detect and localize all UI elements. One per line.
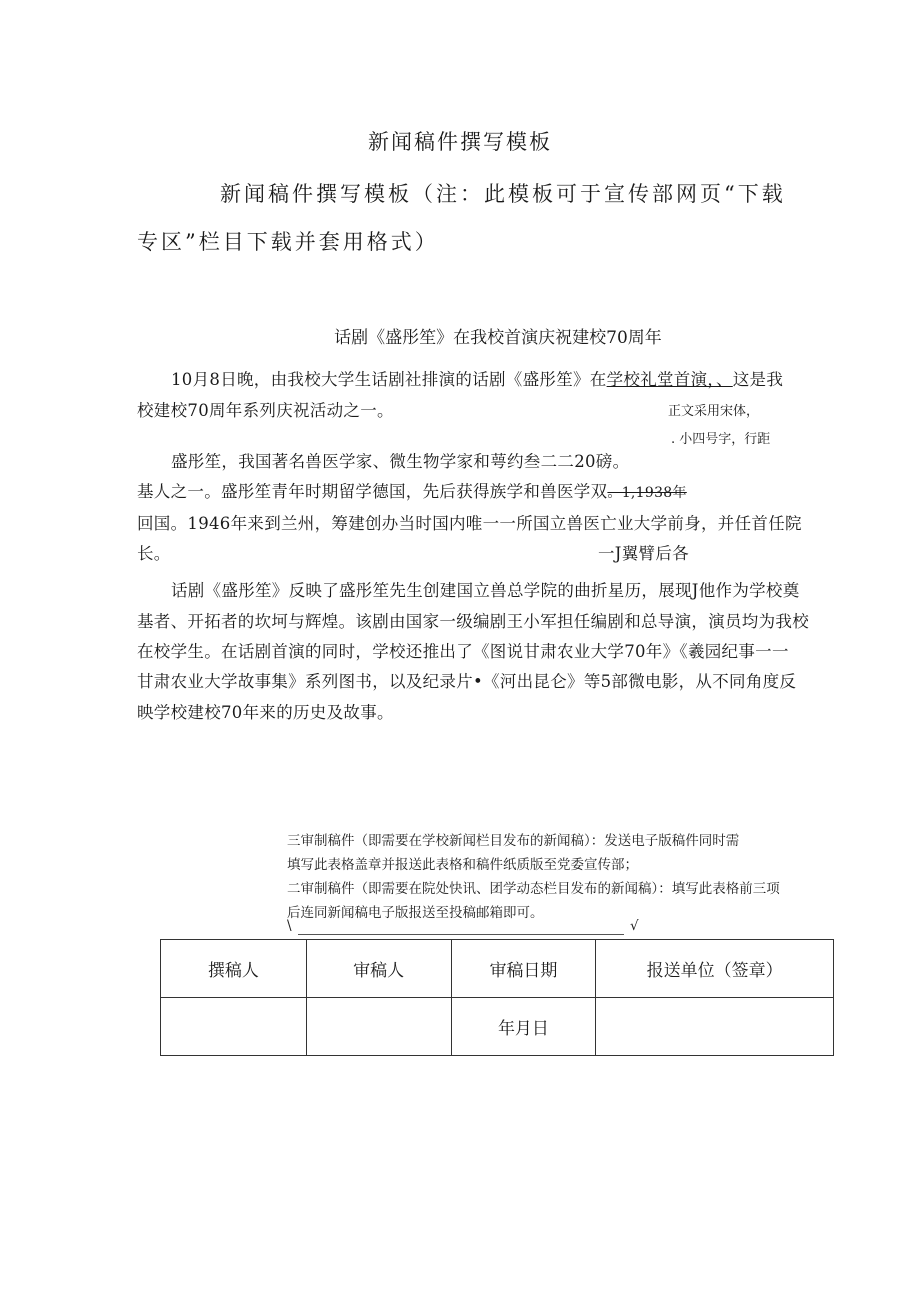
paragraph-3-line-3: 在校学生。在话剧首演的同时，学校还推出了《图说甘肃农业大学70年》《羲园纪事一一	[137, 642, 789, 661]
document-title: 新闻稿件撰写模板	[368, 130, 552, 154]
header-submitting-unit: 报送单位（签章）	[596, 940, 834, 998]
header-review-date: 审稿日期	[451, 940, 596, 998]
header-reviewer: 审稿人	[306, 940, 451, 998]
instruction-line-1: 三审制稿件（即需要在学校新闻栏目发布的新闻稿）：发送电子版稿件同时需	[287, 833, 740, 849]
p2-struck-text: 。1,1938年	[607, 485, 687, 501]
cell-review-date[interactable]: 年月日	[451, 998, 596, 1056]
bracket-mark-left: \	[287, 918, 292, 934]
paragraph-3-line-1: 话剧《盛彤笙》反映了盛彤笙先生创建国立兽总学院的曲折星历，展现J他作为学校奠	[171, 581, 800, 600]
paragraph-2-line-3: 回国。1946年来到兰州，筹建创办当时国内唯一一所国立兽医亡业大学前身，并任首任院	[137, 514, 802, 533]
instruction-line-3: 二审制稿件（即需要在院处快讯、团学动态栏目发布的新闻稿）：填写此表格前三项	[287, 881, 780, 897]
paragraph-1-line-1	[171, 366, 783, 390]
format-note-line-2: . 小四号字，行距	[671, 432, 771, 447]
paragraph-2-line-4: 长。	[137, 544, 171, 563]
paragraph-2-line-2	[137, 478, 687, 502]
instruction-line-4: 后连同新闻稿电子版报送至投稿邮箱即可。	[287, 905, 544, 921]
paragraph-3-line-5: 映学校建校70年来的历史及故事。	[137, 703, 394, 722]
bracket-mark-right: √	[630, 918, 639, 934]
cell-reviewer[interactable]	[306, 998, 451, 1056]
article-headline: 话剧《盛彤笙》在我校首演庆祝建校70周年	[334, 328, 662, 348]
bracket-rule	[298, 934, 624, 935]
subtitle-line-2: 专区”栏目下载并套用格式）	[137, 230, 439, 254]
p1-underlined-text: 学校礼堂首演，、	[606, 370, 733, 389]
subtitle-line-1: 新闻稿件撰写模板（注：此模板可于宣传部网页“下载	[220, 182, 786, 206]
cell-submitting-unit[interactable]	[596, 998, 834, 1056]
p1-text-b: 这是我	[732, 370, 784, 389]
format-note-line-1: 正文采用宋体，	[668, 404, 760, 419]
paragraph-3-line-2: 基者、开拓者的坎坷与辉煌。该剧由国家一级编剧王小军担任编剧和总导演，演员均为我校	[137, 612, 809, 631]
instruction-line-2: 填写此表格盖章并报送此表格和稿件纸质版至党委宣传部；	[287, 857, 638, 873]
paragraph-2-line-4-right: 一J翼臂后各	[598, 544, 689, 563]
p1-text-a: 10月8日晚，由我校大学生话剧社排演的话剧《盛彤笙》在	[171, 370, 607, 389]
form-header-row	[161, 940, 834, 998]
paragraph-3-line-4: 甘肃农业大学故事集》系列图书，以及纪录片•《河出昆仑》等5部微电影，从不同角度反	[137, 672, 797, 691]
submission-form-table	[160, 939, 834, 1056]
header-author: 撰稿人	[161, 940, 307, 998]
form-entry-row	[161, 998, 834, 1056]
paragraph-2-line-1: 盛彤笙，我国著名兽医学家、微生物学家和萼约叁二二20磅。	[171, 452, 630, 471]
cell-author[interactable]	[161, 998, 307, 1056]
p2-text-a: 基人之一。盛彤笙青年时期留学德国，先后获得族学和兽医学双	[137, 482, 608, 501]
paragraph-1-line-2: 校建校70周年系列庆祝活动之一。	[137, 401, 394, 420]
